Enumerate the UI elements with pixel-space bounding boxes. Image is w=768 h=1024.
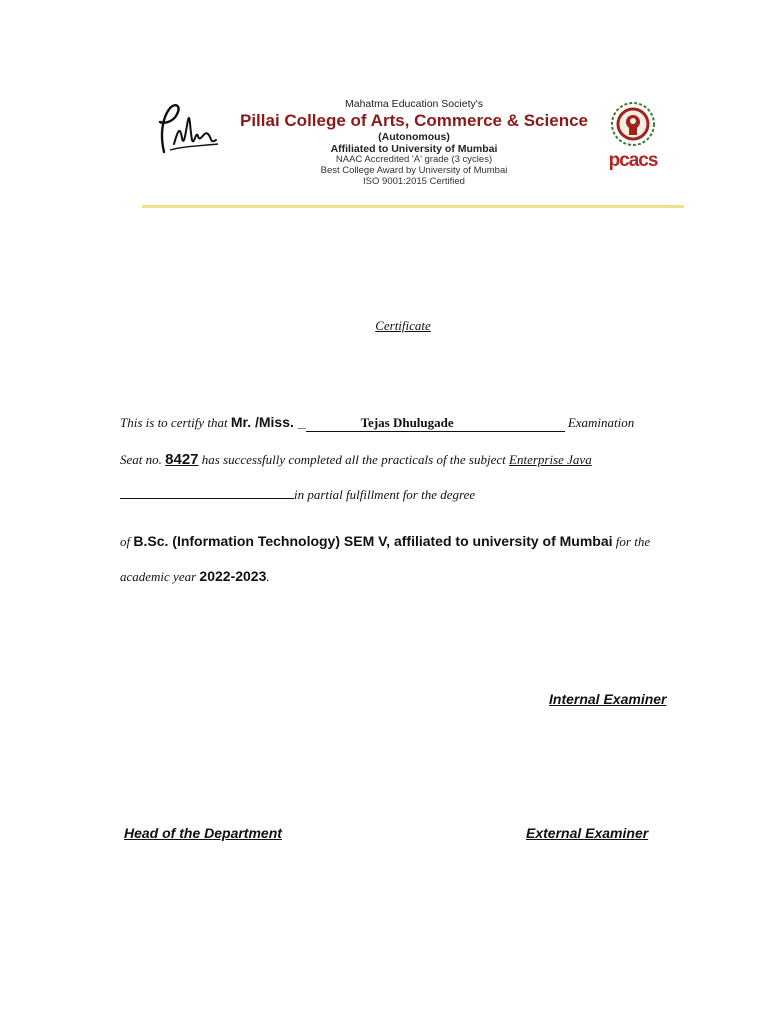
college-logo-text: pcacs <box>608 150 658 171</box>
subject-name: Enterprise Java <box>509 452 592 467</box>
seat-label: Seat no. <box>120 452 166 467</box>
practicals-text: has successfully completed all the practicals of the subject <box>198 452 510 467</box>
iso-label: ISO 9001:2015 Certified <box>363 175 465 187</box>
certify-line-3 <box>120 487 475 503</box>
autonomous-label: (Autonomous) <box>378 130 450 143</box>
period: . <box>266 569 270 584</box>
head-of-department-label: Head of the Department <box>124 825 282 841</box>
letterhead-text <box>228 98 600 188</box>
signature-logo <box>150 100 222 162</box>
certify-line-5 <box>120 568 270 585</box>
naac-label: NAAC Accredited 'A' grade (3 cycles) <box>335 153 493 165</box>
header-divider <box>142 205 684 208</box>
blank-underline <box>120 487 294 499</box>
academic-year-label: academic year <box>120 569 200 584</box>
student-name: Tejas Dhulugade <box>306 415 565 432</box>
certify-line-4 <box>120 533 650 550</box>
certificate-title: Certificate <box>375 318 431 333</box>
of-text: of <box>120 534 134 549</box>
fulfillment-text: in partial fulfillment for the degree <box>294 487 476 502</box>
college-name: Pillai College of Arts, Commerce & Science <box>240 111 588 131</box>
seat-number: 8427 <box>165 451 199 468</box>
internal-examiner-label: Internal Examiner <box>549 691 667 707</box>
certify-prefix: This is to certify that <box>120 415 231 430</box>
for-the-text: for the <box>612 534 651 549</box>
certify-line-1 <box>120 414 634 432</box>
award-label: Best College Award by University of Mumbai <box>320 164 508 176</box>
certify-line-2 <box>120 451 592 468</box>
society-name: Mahatma Education Society's <box>345 98 483 110</box>
affiliation-label: Affiliated to University of Mumbai <box>330 142 498 155</box>
academic-year: 2022-2023 <box>199 568 267 584</box>
examination-label: Examination <box>564 415 635 430</box>
external-examiner-label: External Examiner <box>526 825 649 841</box>
degree-name: B.Sc. (Information Technology) SEM V, affiliated to university of Mumbai <box>133 533 613 549</box>
honorific: Mr. /Miss. _ <box>230 414 306 430</box>
